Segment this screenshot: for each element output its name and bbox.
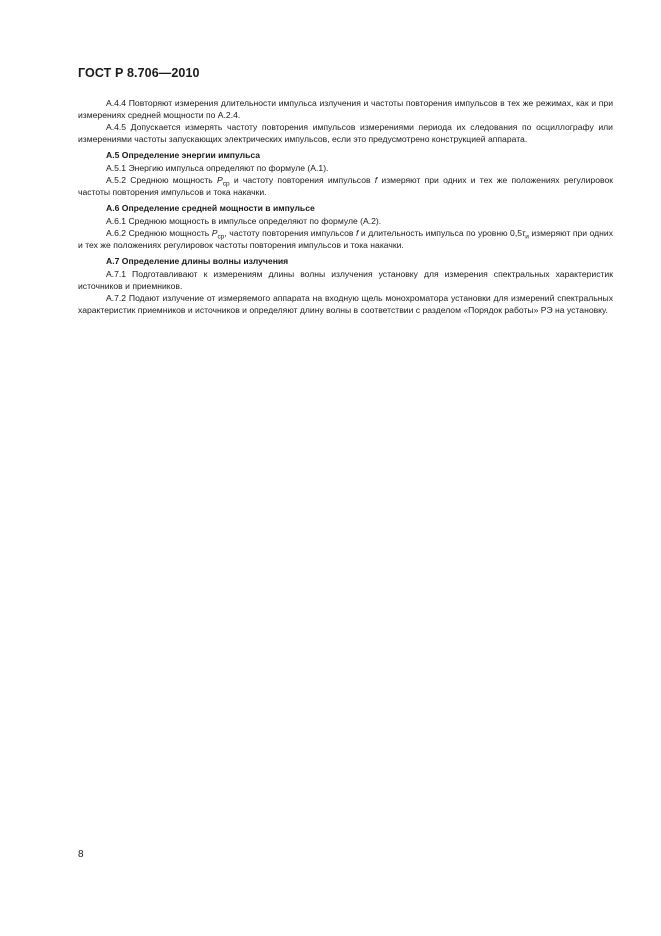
symbol-power: P	[211, 228, 218, 238]
text-fragment: А.5.2 Среднюю мощность	[106, 175, 217, 185]
symbol-frequency: f	[374, 175, 378, 185]
text-fragment: измеряют при одних и тех же положениях регулировок частоты повторения импульсов и тока накачки.	[78, 228, 614, 250]
symbol-frequency: f	[356, 228, 359, 238]
paragraph-a-4-5: А.4.5 Допускается измерять частоту повторения импульсов измерениями периода их следования по осциллографу или измерениями частоты запускающих электрических импульсов, если это предусмотрено конструкцией аппарата.	[78, 122, 613, 144]
text-fragment: и частоту повторения импульсов	[229, 175, 375, 185]
section-a-7-heading: А.7 Определение длины волны излучения	[106, 256, 289, 266]
paragraph-a-5-2	[78, 174, 613, 198]
document-header: ГОСТ Р 8.706—2010	[78, 66, 200, 80]
paragraph-a-6-1: А.6.1 Среднюю мощность в импульсе определяют по формуле (А.2).	[106, 216, 382, 226]
text-fragment: А.6.2 Среднюю мощность	[106, 228, 212, 238]
page-number: 8	[78, 849, 84, 860]
paragraph-a-6-2	[78, 227, 613, 251]
paragraph-a-4-4: А.4.4 Повторяют измерения длительности импульса излучения и частоты повторения импульсов в тех же режимах, как и при измерениях средней мощности по А.2.4.	[78, 98, 613, 120]
document-body	[78, 97, 613, 316]
text-fragment: и длительность импульса по уровню 0,5	[358, 228, 523, 238]
paragraph-a-7-1: А.7.1 Подготавливают к измерениям длины волны излучения установку для измерения спектральных характеристик источников и приемников.	[78, 269, 613, 291]
symbol-power-subscript: ср	[217, 233, 225, 241]
section-a-5-heading: А.5 Определение энергии импульса	[106, 150, 261, 160]
symbol-power-subscript: ср	[222, 180, 230, 188]
section-a-6-heading: А.6 Определение средней мощности в импульсе	[106, 203, 315, 213]
symbol-tau-subscript: и	[525, 233, 529, 241]
symbol-tau: τ	[522, 228, 526, 238]
text-fragment: , частоту повторения импульсов	[224, 228, 356, 238]
paragraph-a-7-2: А.7.2 Подают излучение от измеряемого аппарата на входную щель монохроматора установки для измерений спектральных характеристик приемников и источников и определяют длину волны в соответствии с разделом «Порядок работы» РЭ на установку.	[78, 293, 613, 315]
symbol-power: P	[217, 175, 223, 185]
paragraph-a-5-1: А.5.1 Энергию импульса определяют по формуле (А.1).	[106, 163, 329, 173]
text-fragment: измеряют при одних и тех же положениях регулировок частоты повторения импульсов и тока накачки.	[78, 175, 614, 197]
